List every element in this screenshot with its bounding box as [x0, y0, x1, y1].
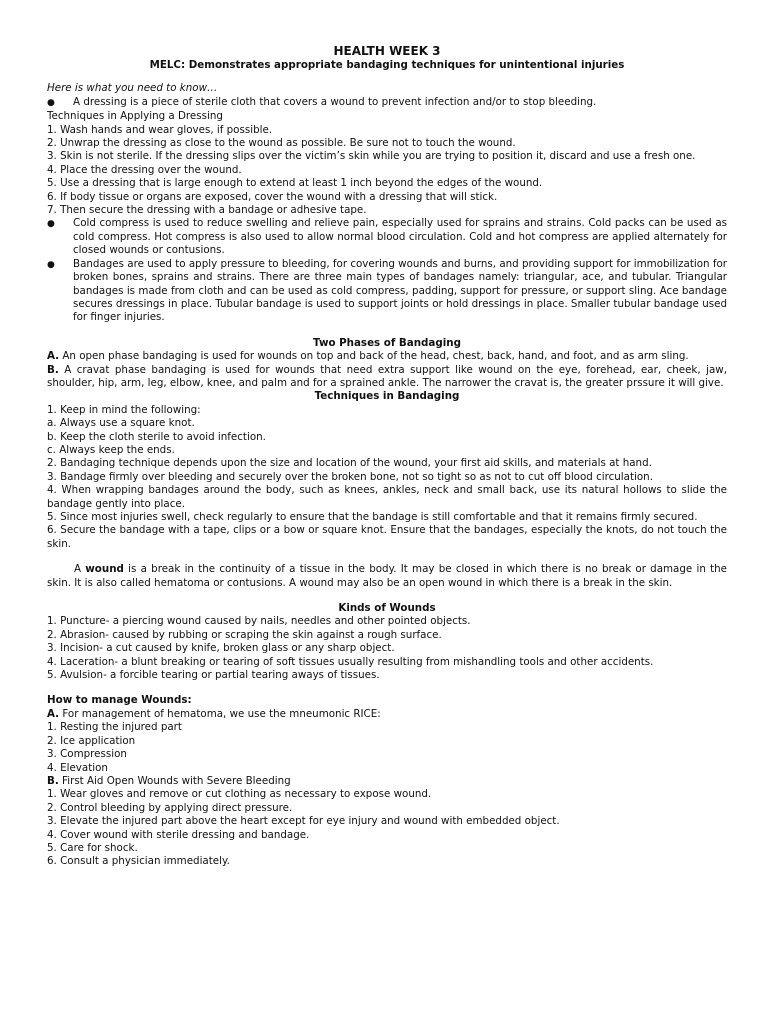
bandages-text: Bandages are used to apply pressure to bleeding, for covering wounds and burns, and providing support for immobilization for broken bones, sprains and strains. There are three main types of bandages namely: triangular, ace, and tubular. Triangular bandages is made from cloth and can be used as cold compress, padding, support for pressure, or support sling. Ace bandage secures dressings in place. Tubular bandage is used to support joints or hold dressings in place. Smaller tubular bandage used for finger injuries.: [73, 257, 727, 324]
melc-subtitle: MELC: Demonstrates appropriate bandaging techniques for unintentional injuries: [149, 59, 625, 71]
dressing-step: 5. Use a dressing that is large enough to extend at least 1 inch beyond the edges of the wound.: [47, 177, 543, 190]
kind-item: 3. Incision- a cut caused by knife, broken glass or any sharp object.: [47, 642, 395, 655]
dressing-step: 1. Wash hands and wear gloves, if possible.: [47, 123, 273, 136]
bullet-icon: [47, 96, 73, 110]
dressing-step: 6. If body tissue or organs are exposed, cover the wound with a dressing that will stick.: [47, 190, 498, 203]
bandaging-item: a. Always use a square knot.: [47, 417, 195, 430]
phase-b-text: A cravat phase bandaging is used for wounds that need extra support like wound on the eye, forehead, ear, cheek, jaw, shoulder, hip, arm, leg, elbow, knee, and palm and for a sprained ankle. The narrower the cravat is, the greater prssure it will give.: [47, 363, 727, 389]
bandaging-item: 1. Keep in mind the following:: [47, 403, 201, 416]
rice-item: 3. Compression: [47, 748, 127, 761]
phase-a-text: An open phase bandaging is used for wounds on top and back of the head, chest, back, hand, and foot, and as arm sling.: [62, 350, 689, 363]
phase-a: [47, 350, 727, 363]
dressing-step: 2. Unwrap the dressing as close to the wound as possible. Be sure not to touch the wound.: [47, 137, 516, 150]
intro-text: Here is what you need to know…: [47, 82, 218, 95]
manage-b-label: B.: [47, 774, 59, 787]
bullet-dressing: [47, 96, 727, 110]
phase-b-label: B.: [47, 363, 59, 376]
open-wound-step: 1. Wear gloves and remove or cut clothing as necessary to expose wound.: [47, 788, 432, 801]
manage-a-text: For management of hematoma, we use the mneumonic RICE:: [62, 707, 381, 720]
bandaging-item: b. Keep the cloth sterile to avoid infection.: [47, 430, 266, 443]
compress-text: Cold compress is used to reduce swelling and relieve pain, especially used for sprains and strains. Cold packs can be used as cold compress. Hot compress is also used to allow normal blood circulation. Cold and hot compress are applied alternately for closed wounds or contusions.: [73, 217, 727, 257]
rice-item: 4. Elevation: [47, 761, 108, 774]
bullet-bandages: [47, 258, 727, 325]
bandaging-heading: Techniques in Bandaging: [314, 390, 460, 403]
dressing-step: 3. Skin is not sterile. If the dressing slips over the victim’s skin while you are trying to position it, discard and use a fresh one.: [47, 150, 696, 163]
bandaging-item: 4. When wrapping bandages around the body, such as knees, ankles, neck and small back, use its natural hollows to slide the bandage gently into place.: [47, 484, 727, 510]
page-title: HEALTH WEEK 3: [333, 44, 441, 58]
bullet-icon: [47, 217, 73, 257]
open-wound-step: 5. Care for shock.: [47, 841, 138, 854]
wound-def-bold: wound: [85, 563, 124, 576]
manage-a: [47, 708, 727, 721]
rice-item: 2. Ice application: [47, 734, 136, 747]
wound-definition: [47, 563, 727, 590]
manage-heading: How to manage Wounds:: [47, 694, 192, 707]
dressing-step: 7. Then secure the dressing with a bandage or adhesive tape.: [47, 204, 367, 217]
phases-heading: Two Phases of Bandaging: [313, 336, 461, 349]
kind-item: 4. Laceration- a blunt breaking or tearing of soft tissues usually resulting from mishandling tools and other accidents.: [47, 655, 654, 668]
manage-a-label: A.: [47, 707, 60, 720]
manage-b: [47, 775, 727, 788]
manage-b-text: First Aid Open Wounds with Severe Bleeding: [62, 774, 291, 787]
kind-item: 1. Puncture- a piercing wound caused by nails, needles and other pointed objects.: [47, 615, 471, 628]
bandaging-item: 5. Since most injuries swell, check regularly to ensure that the bandage is still comfortable and that it remains firmly secured.: [47, 511, 698, 523]
open-wound-step: 6. Consult a physician immediately.: [47, 855, 230, 868]
phase-a-label: A.: [47, 350, 60, 363]
wound-def-post: is a break in the continuity of a tissue in the body. It may be closed in which there is no break or damage in the skin. It is also called hematoma or contusions. A wound may also be an open wound in which there is a break in the skin.: [47, 563, 727, 589]
bandaging-item: 3. Bandage firmly over bleeding and securely over the broken bone, not so tight so as not to cut off blood circulation.: [47, 470, 653, 483]
kind-item: 5. Avulsion- a forcible tearing or partial tearing aways of tissues.: [47, 669, 380, 682]
bandaging-item: 6. Secure the bandage with a tape, clips or a bow or square knot. Ensure that the bandages, especially the knots, do not touch the skin.: [47, 524, 727, 550]
dressing-definition: A dressing is a piece of sterile cloth that covers a wound to prevent infection and/or to stop bleeding.: [73, 95, 597, 108]
open-wound-step: 3. Elevate the injured part above the heart except for eye injury and wound with embedded object.: [47, 815, 560, 828]
open-wound-step: 2. Control bleeding by applying direct pressure.: [47, 801, 293, 814]
bandaging-item: 2. Bandaging technique depends upon the size and location of the wound, your first aid skills, and materials at hand.: [47, 457, 652, 470]
dressing-techniques-title: Techniques in Applying a Dressing: [47, 110, 223, 123]
wound-def-pre: A: [74, 563, 86, 576]
dressing-step: 4. Place the dressing over the wound.: [47, 163, 242, 176]
bullet-icon: [47, 258, 73, 325]
phase-b: [47, 364, 727, 391]
rice-item: 1. Resting the injured part: [47, 721, 182, 734]
kinds-heading: Kinds of Wounds: [338, 602, 436, 615]
kind-item: 2. Abrasion- caused by rubbing or scraping the skin against a rough surface.: [47, 628, 442, 641]
bandaging-item: c. Always keep the ends.: [47, 443, 175, 456]
bullet-compress: [47, 217, 727, 257]
open-wound-step: 4. Cover wound with sterile dressing and bandage.: [47, 828, 310, 841]
